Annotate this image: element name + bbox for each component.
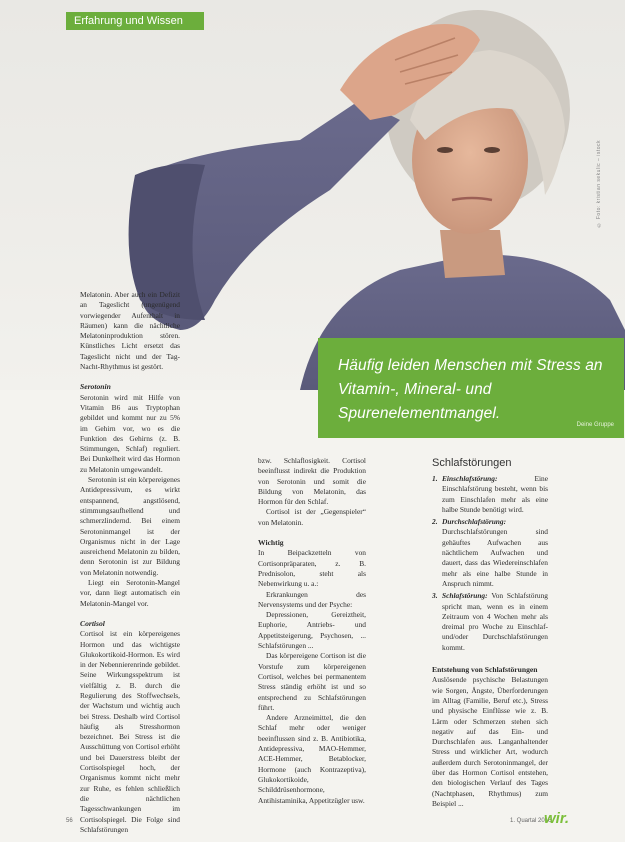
column-2 (258, 456, 366, 806)
list-text: Eine Einschlafstörung besteht, wenn bis zum Einschlafen mehr als eine halbe Stunde benötigt wird. (442, 474, 548, 514)
paragraph: Cortisol ist ein körpereigenes Hormon und das wichtigste Glukokortikoid-Hormon. Es wird in der Nebennierenrinde gebildet. Seine Wirkungsspektrum ist vielfältig z. B. durch die Regulierung des Stoffwechsels, der Wachstum und wichtig auch bei Stress. Deshalb wird Cortisol häufig als Stresshormon bezeichnet. Bei Stress ist die Ausschüttung von Cortisol erhöht und bei Dauerstress bleibt der Cortisolspiegel hoch, der Organismus kommt nicht mehr zur Ruhe, es fehlen schließlich die nächtlichen Tagesschwankungen im Cortisolspiegel. Die Folge sind Schlafstörungen (80, 629, 180, 834)
list-term: Einschlafstörung: (442, 474, 498, 483)
paragraph: Das körpereigene Cortison ist die Vorstufe zum körpereigenen Cortisol, welches bei permanentem Stress ständig erhöht ist und so entsprechend zu Schlafstörungen führt. (258, 651, 366, 712)
pull-quote (318, 338, 624, 438)
paragraph: bzw. Schlaflosigkeit. Cortisol beeinflusst indirekt die Produktion von Serotonin und somit die Bildung von Melatonin, das Hormon für den Schlaf. (258, 456, 366, 507)
list-term: Schlafstörung: (442, 591, 488, 601)
column-1 (80, 290, 180, 835)
list-number: 3. (432, 591, 438, 601)
list-item (432, 474, 548, 515)
subheading-serotonin: Serotonin (80, 382, 111, 392)
paragraph: In Beipackzetteln von Cortisonpräparaten, z. B. Prednisolon, steht als Nebenwirkung u. a.: (258, 548, 366, 589)
paragraph: Cortisol ist der „Gegenspieler“ von Melatonin. (258, 507, 366, 527)
list-item (432, 517, 548, 589)
pull-quote-source: Deine Gruppe (576, 422, 614, 428)
heading-schlafstoerungen: Schlafstörungen (432, 457, 512, 469)
subheading-cortisol: Cortisol (80, 618, 105, 628)
paragraph: Depressionen, Gereiztheit, Euphorie, Antriebs- und Appetitsteigerung, Psychosen, ... Schlafstörungen ... (258, 610, 366, 651)
page-number: 56 (66, 818, 73, 824)
section-tab: Erfahrung und Wissen (66, 12, 204, 30)
paragraph: Andere Arzneimittel, die den Schlaf mehr oder weniger beeinflussen sind z. B. Antibiotika, Antidepressiva, MAO-Hemmer, ACE-Hemmer, Betablocker, Hormone (auch Kontrazeptiva), Glukokortikoide, Schilddrüsenhormone, Antihistaminika, Appetitzügler usw. (258, 713, 366, 805)
subheading-entstehung: Entstehung von Schlafstörungen (432, 665, 538, 675)
brand-logo: wir. (544, 810, 570, 827)
photo-credit: © Foto: kristian sekulic – istock (596, 140, 602, 228)
paragraph: Erkrankungen des Nervensystems und der Psyche: (258, 589, 366, 609)
list-text: Von Schlafstörung spricht man, wenn es in einem Zeitraum von 4 Wochen mehr als dreimal pro Woche zu Einschlaf- und/oder Durchschlafstörungen kommt. (442, 591, 548, 652)
list-number: 2. (432, 517, 438, 527)
pull-quote-text: Häufig leiden Menschen mit Stress an Vitamin-, Mineral- und Spurenelementmangel. (338, 357, 603, 422)
list-term: Durchschlafstörung: (442, 517, 507, 527)
paragraph: Auslösende psychische Belastungen wie Sorgen, Ängste, Überforderungen im Alltag (Familie, Beruf etc.), Stress und physische Einflüsse wie z. B. Lärm oder Schmerzen stehen sich negativ auf das Ein- und Durchschlafen aus. Langanhaltender Stress und wirklicher Art, wodurch außerdem durch Serotoninmangel, der über das Hormon Cortisol entstehen, den biologischen Verlauf des Tages (Nachtphasen, Rhythmus) zum Beispiel ... (432, 675, 548, 808)
paragraph: Serotonin ist ein körpereigenes Antidepressivum, es wirkt entspannend, angstlösend, stimmungsaufhellend und schmerzlindernd. Bei einem Serotoninmangel ist der Organismus nicht in der Lage ausreichend Melatonin zu bilden, denn Serotonin ist zur Bildung von Melatonin notwendig. (80, 475, 180, 577)
paragraph: Melatonin. Aber auch ein Defizit an Tageslicht (ungenügend vorwiegender Aufenthalt in Räumen) kann die nächtliche Melatoninproduktion stören. Künstliches Licht ersetzt das Tageslicht nicht und der Tag-Nacht-Rhythmus ist gestört. (80, 290, 180, 372)
page-footer (66, 810, 570, 828)
column-3 (432, 457, 548, 809)
issue-label: 1. Quartal 2016 (510, 818, 552, 824)
list-text: Durchschlafstörungen sind gehäuftes Aufwachen aus nächtlichem Aufwachen und dauert, dass das Wiedereinschlafen mehr als eine halbe Stunde in Anspruch nimmt. (442, 527, 548, 588)
paragraph: Serotonin wird mit Hilfe von Vitamin B6 aus Tryptophan gebildet und kommt nur zu 5% im Gehirn vor, wo es die Funktion des Gehirns (z. B. Stimmungen, Schlaf) reguliert. Bei Dunkelheit wird das Hormon zu Melatonin umgewandelt. (80, 392, 180, 474)
paragraph: Liegt ein Serotonin-Mangel vor, dann liegt automatisch ein Melatonin-Mangel vor. (80, 578, 180, 608)
list-number: 1. (432, 474, 438, 483)
list-item (432, 591, 548, 653)
subheading-wichtig: Wichtig (258, 538, 284, 548)
